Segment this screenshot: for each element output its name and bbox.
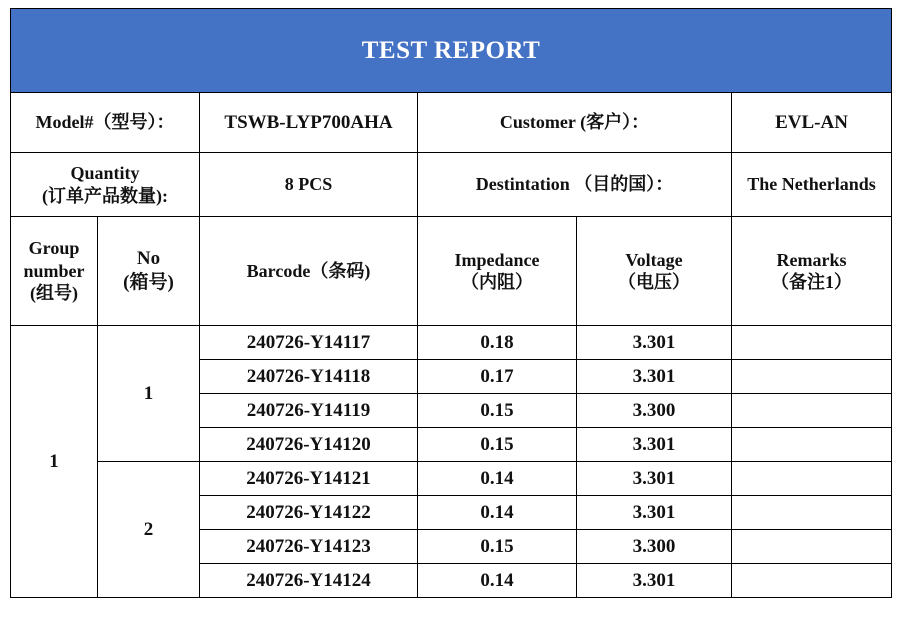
voltage-cell: 3.301 [577,428,732,462]
remarks-header-line: （备注1） [771,272,852,292]
box-number-cell: 2 [98,462,200,598]
impedance-cell: 0.15 [418,530,577,564]
quantity-label [11,153,200,217]
voltage-cell: 3.301 [577,564,732,598]
quantity-label-line1: Quantity [70,163,140,183]
destination-label: Destintation （目的国）： [418,153,732,217]
group-number-cell: 1 [11,326,98,598]
column-header-no [98,217,200,326]
barcode-cell: 240726-Y14124 [200,564,418,598]
customer-value: EVL-AN [732,93,892,153]
no-header-line: (箱号) [123,272,174,293]
barcode-cell: 240726-Y14117 [200,326,418,360]
barcode-cell: 240726-Y14119 [200,394,418,428]
report-title: TEST REPORT [11,9,892,93]
barcode-cell: 240726-Y14123 [200,530,418,564]
voltage-cell: 3.300 [577,394,732,428]
column-header-barcode: Barcode（条码) [200,217,418,326]
impedance-cell: 0.14 [418,462,577,496]
remarks-cell [732,394,892,428]
voltage-cell: 3.301 [577,462,732,496]
box-number-cell: 1 [98,326,200,462]
quantity-label-line2: (订单产品数量): [42,185,168,206]
table-row [11,326,892,360]
no-header-line: No [136,248,161,270]
test-report-table [10,8,892,598]
remarks-cell [732,428,892,462]
remarks-header-line: Remarks [776,249,847,270]
impedance-cell: 0.18 [418,326,577,360]
barcode-cell: 240726-Y14122 [200,496,418,530]
column-header-remarks [732,217,892,326]
remarks-cell [732,564,892,598]
model-label: Model#（型号）： [11,93,200,153]
group-header-line: (组号) [30,283,78,304]
impedance-cell: 0.15 [418,394,577,428]
group-header-line: Group [28,238,80,259]
voltage-header-line: Voltage [625,249,683,270]
voltage-header-line: （电压） [618,272,690,292]
remarks-cell [732,530,892,564]
remarks-cell [732,326,892,360]
remarks-cell [732,496,892,530]
impedance-cell: 0.17 [418,360,577,394]
column-header-voltage [577,217,732,326]
table-row [11,462,892,496]
barcode-cell: 240726-Y14120 [200,428,418,462]
barcode-cell: 240726-Y14121 [200,462,418,496]
voltage-cell: 3.300 [577,530,732,564]
impedance-cell: 0.14 [418,496,577,530]
barcode-cell: 240726-Y14118 [200,360,418,394]
impedance-cell: 0.14 [418,564,577,598]
customer-label: Customer (客户）： [418,93,732,153]
voltage-cell: 3.301 [577,326,732,360]
impedance-header-line: Impedance [454,249,540,270]
destination-value: The Netherlands [732,153,892,217]
quantity-value: 8 PCS [200,153,418,217]
voltage-cell: 3.301 [577,496,732,530]
column-header-group [11,217,98,326]
impedance-header-line: （内阻） [461,272,533,292]
group-header-line: number [23,260,85,281]
impedance-cell: 0.15 [418,428,577,462]
remarks-cell [732,360,892,394]
column-header-impedance [418,217,577,326]
voltage-cell: 3.301 [577,360,732,394]
model-value: TSWB-LYP700AHA [200,93,418,153]
remarks-cell [732,462,892,496]
